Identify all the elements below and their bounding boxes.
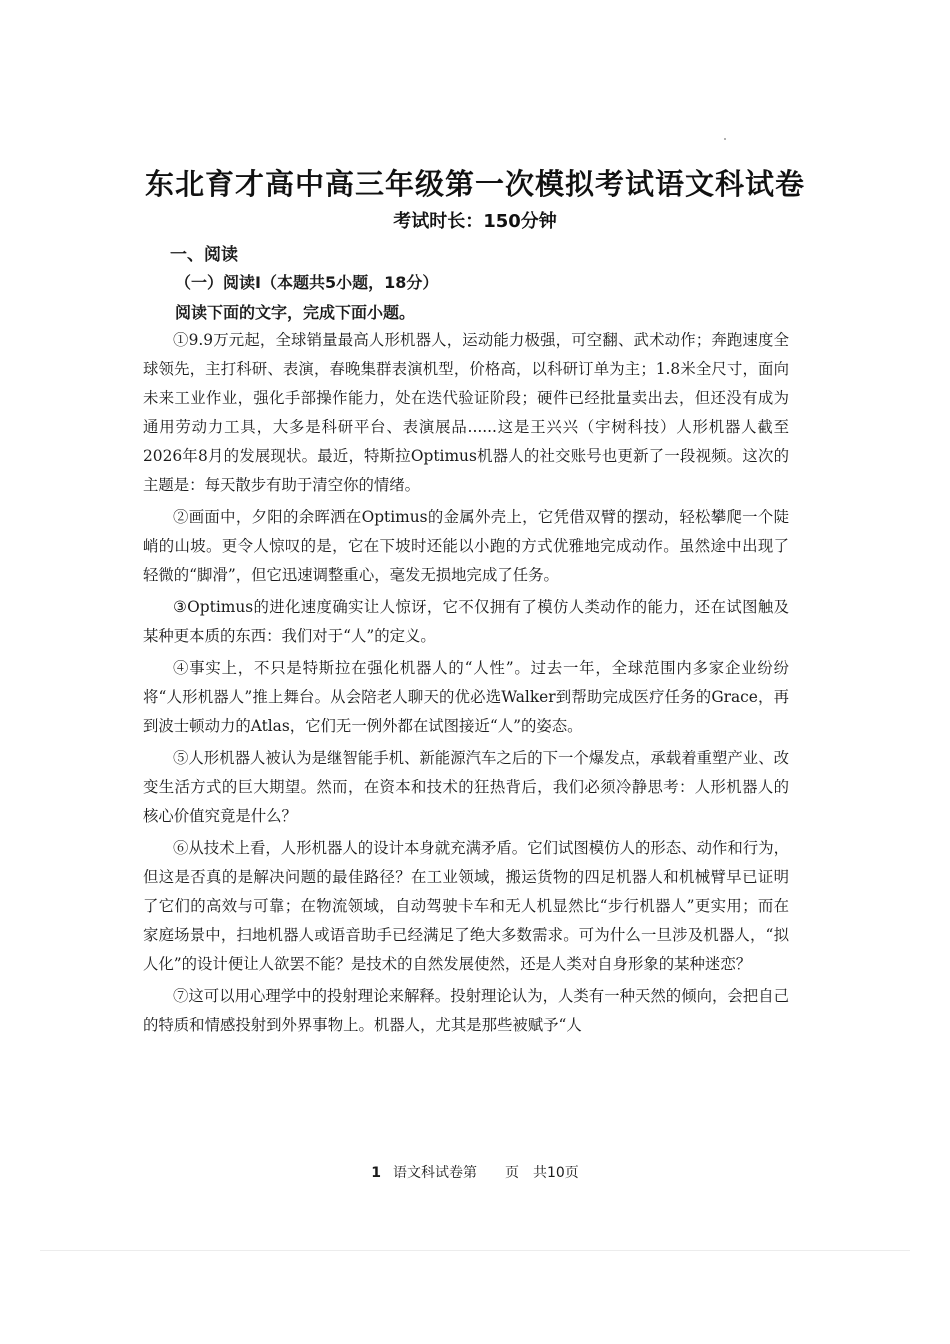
reading-passage — [143, 326, 789, 1041]
section-heading: 一、阅读 — [170, 245, 238, 265]
sub-section-heading: （一）阅读Ⅰ（本题共5小题，18分） — [175, 273, 439, 292]
paragraph-1: ①9.9万元起，全球销量最高人形机器人，运动能力极强，可空翻、武术动作；奔跑速度全球领先，主打科研、表演，春晚集群表演机型，价格高，以科研订单为主；1.8米全尺寸，面向未来工业作业，强化手部操作能力，处在迭代验证阶段；硬件已经批量卖出去，但还没有成为通用劳动力工具，大多是科研平台、表演展品......这是王兴兴（宇树科技）人形机器人截至2026年8月的发展现状。最近，特斯拉Optimus机器人的社交账号也更新了一段视频。这次的主题是：每天散步有助于清空你的情绪。 — [143, 331, 789, 494]
reading-instruction: 阅读下面的文字，完成下面小题。 — [175, 303, 416, 322]
paragraph-7: ⑦这可以用心理学中的投射理论来解释。投射理论认为，人类有一种天然的倾向，会把自己的特质和情感投射到外界事物上。机器人，尤其是那些被赋予“人 — [143, 987, 789, 1034]
exam-title: 东北育才高中高三年级第一次模拟考试语文科试卷 — [144, 167, 805, 201]
scan-speck — [724, 138, 726, 140]
paragraph-5: ⑤人形机器人被认为是继智能手机、新能源汽车之后的下一个爆发点，承载着重塑产业、改变生活方式的巨大期望。然而，在资本和技术的狂热背后，我们必须冷静思考：人形机器人的核心价值究竟是什么？ — [143, 749, 789, 825]
exam-duration: 考试时长：150分钟 — [393, 211, 557, 232]
paragraph-2: ②画面中，夕阳的余晖洒在Optimus的金属外壳上，它凭借双臂的摆动，轻松攀爬一个陡峭的山坡。更令人惊叹的是，它在下坡时还能以小跑的方式优雅地完成动作。虽然途中出现了轻微的“脚滑”，但它迅速调整重心，毫发无损地完成了任务。 — [143, 508, 789, 584]
scan-edge-line — [40, 1250, 910, 1251]
paragraph-6: ⑥从技术上看，人形机器人的设计本身就充满矛盾。它们试图模仿人的形态、动作和行为，但这是否真的是解决问题的最佳路径？在工业领域，搬运货物的四足机器人和机械臂早已证明了它们的高效与可靠；在物流领域，自动驾驶卡车和无人机显然比“步行机器人”更实用；而在家庭场景中，扫地机器人或语音助手已经满足了绝大多数需求。可为什么一旦涉及机器人，“拟人化”的设计便让人欲罢不能？是技术的自然发展使然，还是人类对自身形象的某种迷恋？ — [143, 839, 789, 973]
page-footer — [0, 1162, 950, 1182]
paragraph-3: ③Optimus的进化速度确实让人惊讶，它不仅拥有了模仿人类动作的能力，还在试图触及某种更本质的东西：我们对于“人”的定义。 — [143, 598, 789, 645]
footer-text: 语文科试卷第 页 共10页 — [392, 1165, 579, 1181]
page-number: 1 — [371, 1165, 381, 1181]
paragraph-4: ④事实上，不只是特斯拉在强化机器人的“人性”。过去一年，全球范围内多家企业纷纷将“人形机器人”推上舞台。从会陪老人聊天的优必选Walker到帮助完成医疗任务的Grace，再到波士顿动力的Atlas，它们无一例外都在试图接近“人”的姿态。 — [143, 659, 789, 735]
